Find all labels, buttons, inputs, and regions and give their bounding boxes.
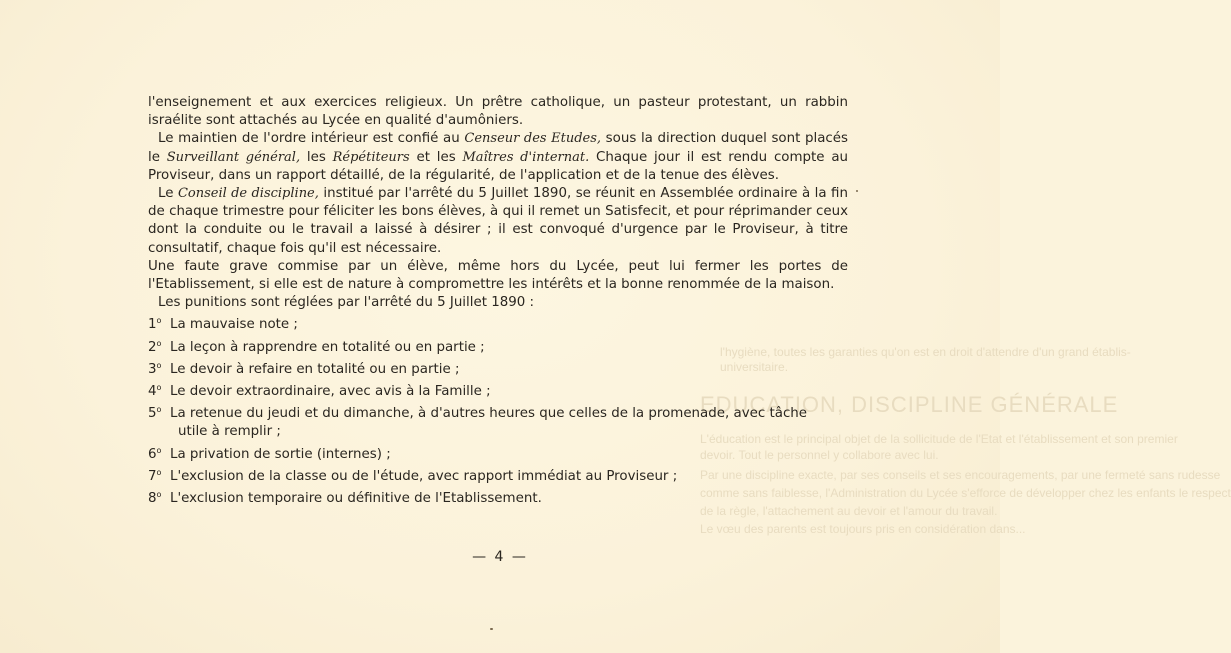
text-segment: Les punitions sont réglées par l'arrêté du 5 Juillet 1890 : <box>158 295 535 311</box>
bleed-through-line: Par une discipline exacte, par ses conseils et ses encouragements, par une fermeté sans rudesse <box>700 468 1221 482</box>
list-item <box>148 379 848 401</box>
italic-term: Surveillant général, <box>166 149 301 165</box>
list-item-text: La leçon à rapprendre en totalité ou en partie ; <box>170 339 485 355</box>
page-number: — 4 — <box>472 549 528 565</box>
list-item-text: L'exclusion temporaire ou définitive de l'Etablissement. <box>170 491 542 507</box>
list-item-text: Le devoir extraordinaire, avec avis à la Famille ; <box>170 384 491 400</box>
list-item-number: 5$^o$ <box>148 405 162 422</box>
text-segment: Chaque jour il est rendu compte au Proviseur, dans un rapport détaillé, de la régularité, de l'application et de la tenue des élèves. <box>148 149 849 183</box>
paragraph-punishments-intro <box>148 294 848 312</box>
list-item <box>148 464 848 486</box>
list-item-text: La retenue du jeudi et du dimanche, à d'autres heures que celles de la promenade, avec tâche <box>170 406 808 422</box>
list-item-number: 6$^o$ <box>148 445 162 462</box>
list-item-continuation: utile à remplir ; <box>178 424 281 440</box>
list-item-number: 7$^o$ <box>148 467 162 484</box>
bleed-through-line: L'éducation est le principal objet de la sollicitude de l'Etat et l'établissement et son premier <box>700 432 1178 446</box>
text-segment: institué par l'arrêté du 5 Juillet 1890, se réunit en Assemblée ordinaire à la fin de chaque trimestre pour féliciter les bons élèves, à qui il remet un Satisfecit, et pour réprimander ceux dont la conduite ou le travail a laissé à désirer ; il est convoqué d'urgence par le Proviseur, à titre consultatif, chaque fois qu'il est nécessaire. <box>148 186 848 256</box>
bleed-through-line: comme sans faiblesse, l'Administration du Lycée s'efforce de développer chez les enfants le respect <box>700 486 1231 500</box>
page-body <box>148 94 848 508</box>
paragraph-serious-fault <box>148 258 848 294</box>
italic-term: Conseil de discipline, <box>177 186 319 202</box>
text-segment: et les <box>409 149 463 165</box>
list-item <box>148 357 848 379</box>
list-item-number: 3$^o$ <box>148 360 162 377</box>
paragraph-discipline-council <box>148 185 848 258</box>
list-item-text: La mauvaise note ; <box>170 317 298 333</box>
paper-speck <box>490 628 493 630</box>
list-item-number: 1$^o$ <box>148 316 162 333</box>
list-item-number: 4$^o$ <box>148 383 162 400</box>
list-item-number: 2$^o$ <box>148 338 162 355</box>
list-item <box>148 486 848 508</box>
text-segment: l'enseignement et aux exercices religieux. Un prêtre catholique, un pasteur protestant, un rabbin israélite sont attachés au Lycée en qualité d'aumôniers. <box>148 95 848 129</box>
text-segment: sous la direction duquel sont placés le <box>148 131 848 165</box>
paper-speck <box>856 190 858 192</box>
bleed-through-heading: EDUCATION, DISCIPLINE GÉNÉRALE <box>700 392 1119 417</box>
italic-term: Maîtres d'internat. <box>462 149 590 165</box>
bleed-through-line: universitaire. <box>720 360 789 374</box>
paragraph-chaplains <box>148 94 848 130</box>
text-segment: Le <box>158 186 178 202</box>
text-segment: Une faute grave commise par un élève, même hors du Lycée, peut lui fermer les portes de l'Etablissement, si elle est de nature à compromettre les intérêts et la bonne renommée de la maison. <box>148 258 848 293</box>
text-segment: Le maintien de l'ordre intérieur est confié au <box>158 131 465 147</box>
paragraph-internal-order <box>148 130 848 185</box>
list-item-text: Le devoir à refaire en totalité ou en partie ; <box>170 361 460 377</box>
italic-term: Répétiteurs <box>332 149 410 165</box>
list-item-number: 8$^o$ <box>148 490 162 507</box>
punishments-list <box>148 312 848 508</box>
bleed-through-line: l'hygiène, toutes les garanties qu'on est en droit d'attendre d'un grand établis- <box>720 345 1131 359</box>
bleed-through-line: de la règle, l'attachement au devoir et l'amour du travail. <box>700 504 998 518</box>
list-item <box>148 335 848 357</box>
list-item <box>148 442 848 464</box>
text-segment: les <box>300 149 333 165</box>
bleed-through-line: devoir. Tout le personnel y collabore avec lui. <box>700 448 939 462</box>
bleed-through-line: Le vœu des parents est toujours pris en considération dans... <box>700 522 1026 536</box>
list-item-text: L'exclusion de la classe ou de l'étude, avec rapport immédiat au Proviseur ; <box>170 468 678 484</box>
list-item <box>148 312 848 334</box>
italic-term: Censeur des Etudes, <box>464 131 602 147</box>
list-item-text: La privation de sortie (internes) ; <box>170 446 391 462</box>
list-item <box>148 401 848 441</box>
